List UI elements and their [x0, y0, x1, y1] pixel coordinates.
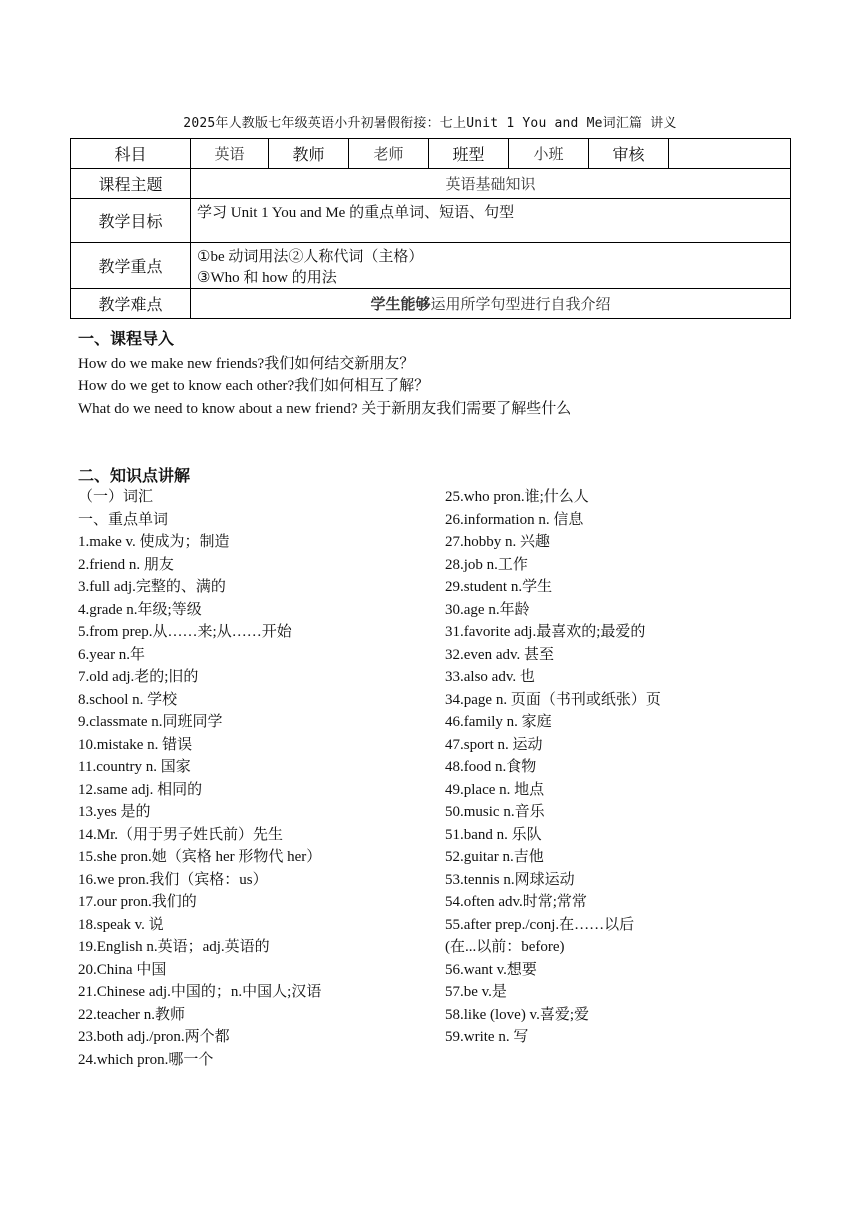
- vocab-item: 16.we pron.我们（宾格：us）: [78, 871, 268, 888]
- teacher-value: 老师: [349, 139, 429, 169]
- vocab-item: 8.school n. 学校: [78, 691, 178, 708]
- difficulty-rest: 运用所学句型进行自我介绍: [430, 297, 611, 313]
- teacher-label: 教师: [269, 139, 349, 169]
- vocab-item: 58.like (love) v.喜爱;爱: [445, 1006, 590, 1023]
- focus-value: [191, 243, 791, 289]
- vocab-item: 12.same adj. 相同的: [78, 781, 203, 798]
- vocab-item: 11.country n. 国家: [78, 759, 191, 775]
- vocab-item: 20.China 中国: [78, 961, 167, 978]
- theme-label: 课程主题: [71, 169, 191, 199]
- vocab-item: 7.old adj.老的;旧的: [78, 669, 199, 685]
- vocab-item: 2.friend n. 朋友: [78, 556, 174, 573]
- goal-label: 教学目标: [71, 199, 191, 243]
- vocab-item: （一）词汇: [78, 489, 154, 505]
- vocab-item: 5.from prep.从……来;从……开始: [78, 624, 292, 640]
- vocab-item: 31.favorite adj.最喜欢的;最爱的: [445, 624, 646, 640]
- vocab-item: 56.want v.想要: [445, 961, 537, 978]
- vocab-item: 54.often adv.时常;常常: [445, 894, 587, 910]
- vocab-item: 29.student n.学生: [445, 579, 553, 595]
- vocab-item: 30.age n.年龄: [445, 601, 530, 618]
- vocab-item: 19.English n.英语；adj.英语的: [78, 939, 270, 955]
- subject-label: 科目: [71, 139, 191, 169]
- vocab-item: 18.speak v. 说: [78, 916, 164, 933]
- vocab-item: 47.sport n. 运动: [445, 736, 543, 753]
- vocab-item: 9.classmate n.同班同学: [78, 714, 223, 730]
- vocab-item: 24.which pron.哪一个: [78, 1051, 214, 1068]
- vocab-item: 59.write n. 写: [445, 1029, 529, 1045]
- focus-label: 教学重点: [71, 243, 191, 289]
- intro-line: What do we need to know about a new friend? 关于新朋友我们需要了解些什么: [78, 401, 572, 417]
- vocabulary-left-column: [78, 486, 321, 1071]
- section-2-heading: 二、知识点讲解: [78, 468, 191, 485]
- vocab-item: 6.year n.年: [78, 646, 146, 663]
- course-info-table: [70, 138, 791, 319]
- vocab-item: 26.information n. 信息: [445, 511, 584, 528]
- vocab-item: 21.Chinese adj.中国的；n.中国人;汉语: [78, 984, 322, 1000]
- vocabulary-right-column: [445, 486, 661, 1049]
- vocab-item: 3.full adj.完整的、满的: [78, 579, 226, 595]
- vocab-item: 49.place n. 地点: [445, 781, 545, 798]
- vocab-item: 46.family n. 家庭: [445, 714, 552, 730]
- vocab-item: 28.job n.工作: [445, 556, 528, 573]
- vocab-item: 25.who pron.谁;什么人: [445, 489, 589, 505]
- intro-line: How do we get to know each other?我们如何相互了解？: [78, 378, 430, 394]
- theme-value: 英语基础知识: [191, 169, 791, 199]
- vocab-item: (在...以前：before): [445, 939, 565, 955]
- vocab-item: 53.tennis n.网球运动: [445, 871, 575, 888]
- difficulty-value: [191, 289, 791, 319]
- vocab-item: 23.both adj./pron.两个都: [78, 1029, 230, 1045]
- vocab-item: 57.be v.是: [445, 984, 507, 1000]
- difficulty-label: 教学难点: [71, 289, 191, 319]
- vocab-item: 50.music n.音乐: [445, 804, 545, 820]
- subject-value: 英语: [191, 139, 269, 169]
- vocab-item: 34.page n. 页面（书刊或纸张）页: [445, 691, 661, 708]
- review-value: [669, 139, 791, 169]
- vocab-item: 32.even adv. 甚至: [445, 646, 554, 663]
- vocab-item: 一、重点单词: [78, 511, 169, 528]
- vocab-item: 13.yes 是的: [78, 804, 151, 820]
- focus-line-1: ①be 动词用法②人称代词（主格）: [197, 248, 424, 265]
- vocab-item: 22.teacher n.教师: [78, 1006, 186, 1023]
- vocab-item: 27.hobby n. 兴趣: [445, 534, 551, 550]
- vocab-item: 14.Mr.（用于男子姓氏前）先生: [78, 826, 284, 843]
- class-type-label: 班型: [429, 139, 509, 169]
- focus-line-2: ③Who 和 how 的用法: [197, 269, 337, 286]
- vocab-item: 4.grade n.年级;等级: [78, 601, 202, 618]
- vocab-item: 17.our pron.我们的: [78, 894, 197, 910]
- vocab-item: 33.also adv. 也: [445, 669, 535, 685]
- vocab-item: 1.make v. 使成为；制造: [78, 534, 230, 550]
- review-label: 审核: [589, 139, 669, 169]
- vocab-item: 51.band n. 乐队: [445, 826, 542, 843]
- document-title: 2025年人教版七年级英语小升初暑假衔接：七上Unit 1 You and Me词汇篇 讲义: [183, 116, 677, 131]
- class-type-value: 小班: [509, 139, 589, 169]
- vocab-item: 48.food n.食物: [445, 759, 537, 775]
- vocab-item: 55.after prep./conj.在……以后: [445, 916, 635, 933]
- difficulty-bold: 学生能够: [370, 296, 431, 313]
- goal-value: 学习 Unit 1 You and Me 的重点单词、短语、句型: [191, 199, 791, 243]
- vocab-item: 10.mistake n. 错误: [78, 736, 193, 753]
- section-1-heading: 一、课程导入: [78, 331, 175, 348]
- vocab-item: 52.guitar n.吉他: [445, 849, 544, 865]
- intro-line: How do we make new friends?我们如何结交新朋友？: [78, 356, 415, 372]
- vocab-item: 15.she pron.她（宾格 her 形物代 her）: [78, 849, 322, 865]
